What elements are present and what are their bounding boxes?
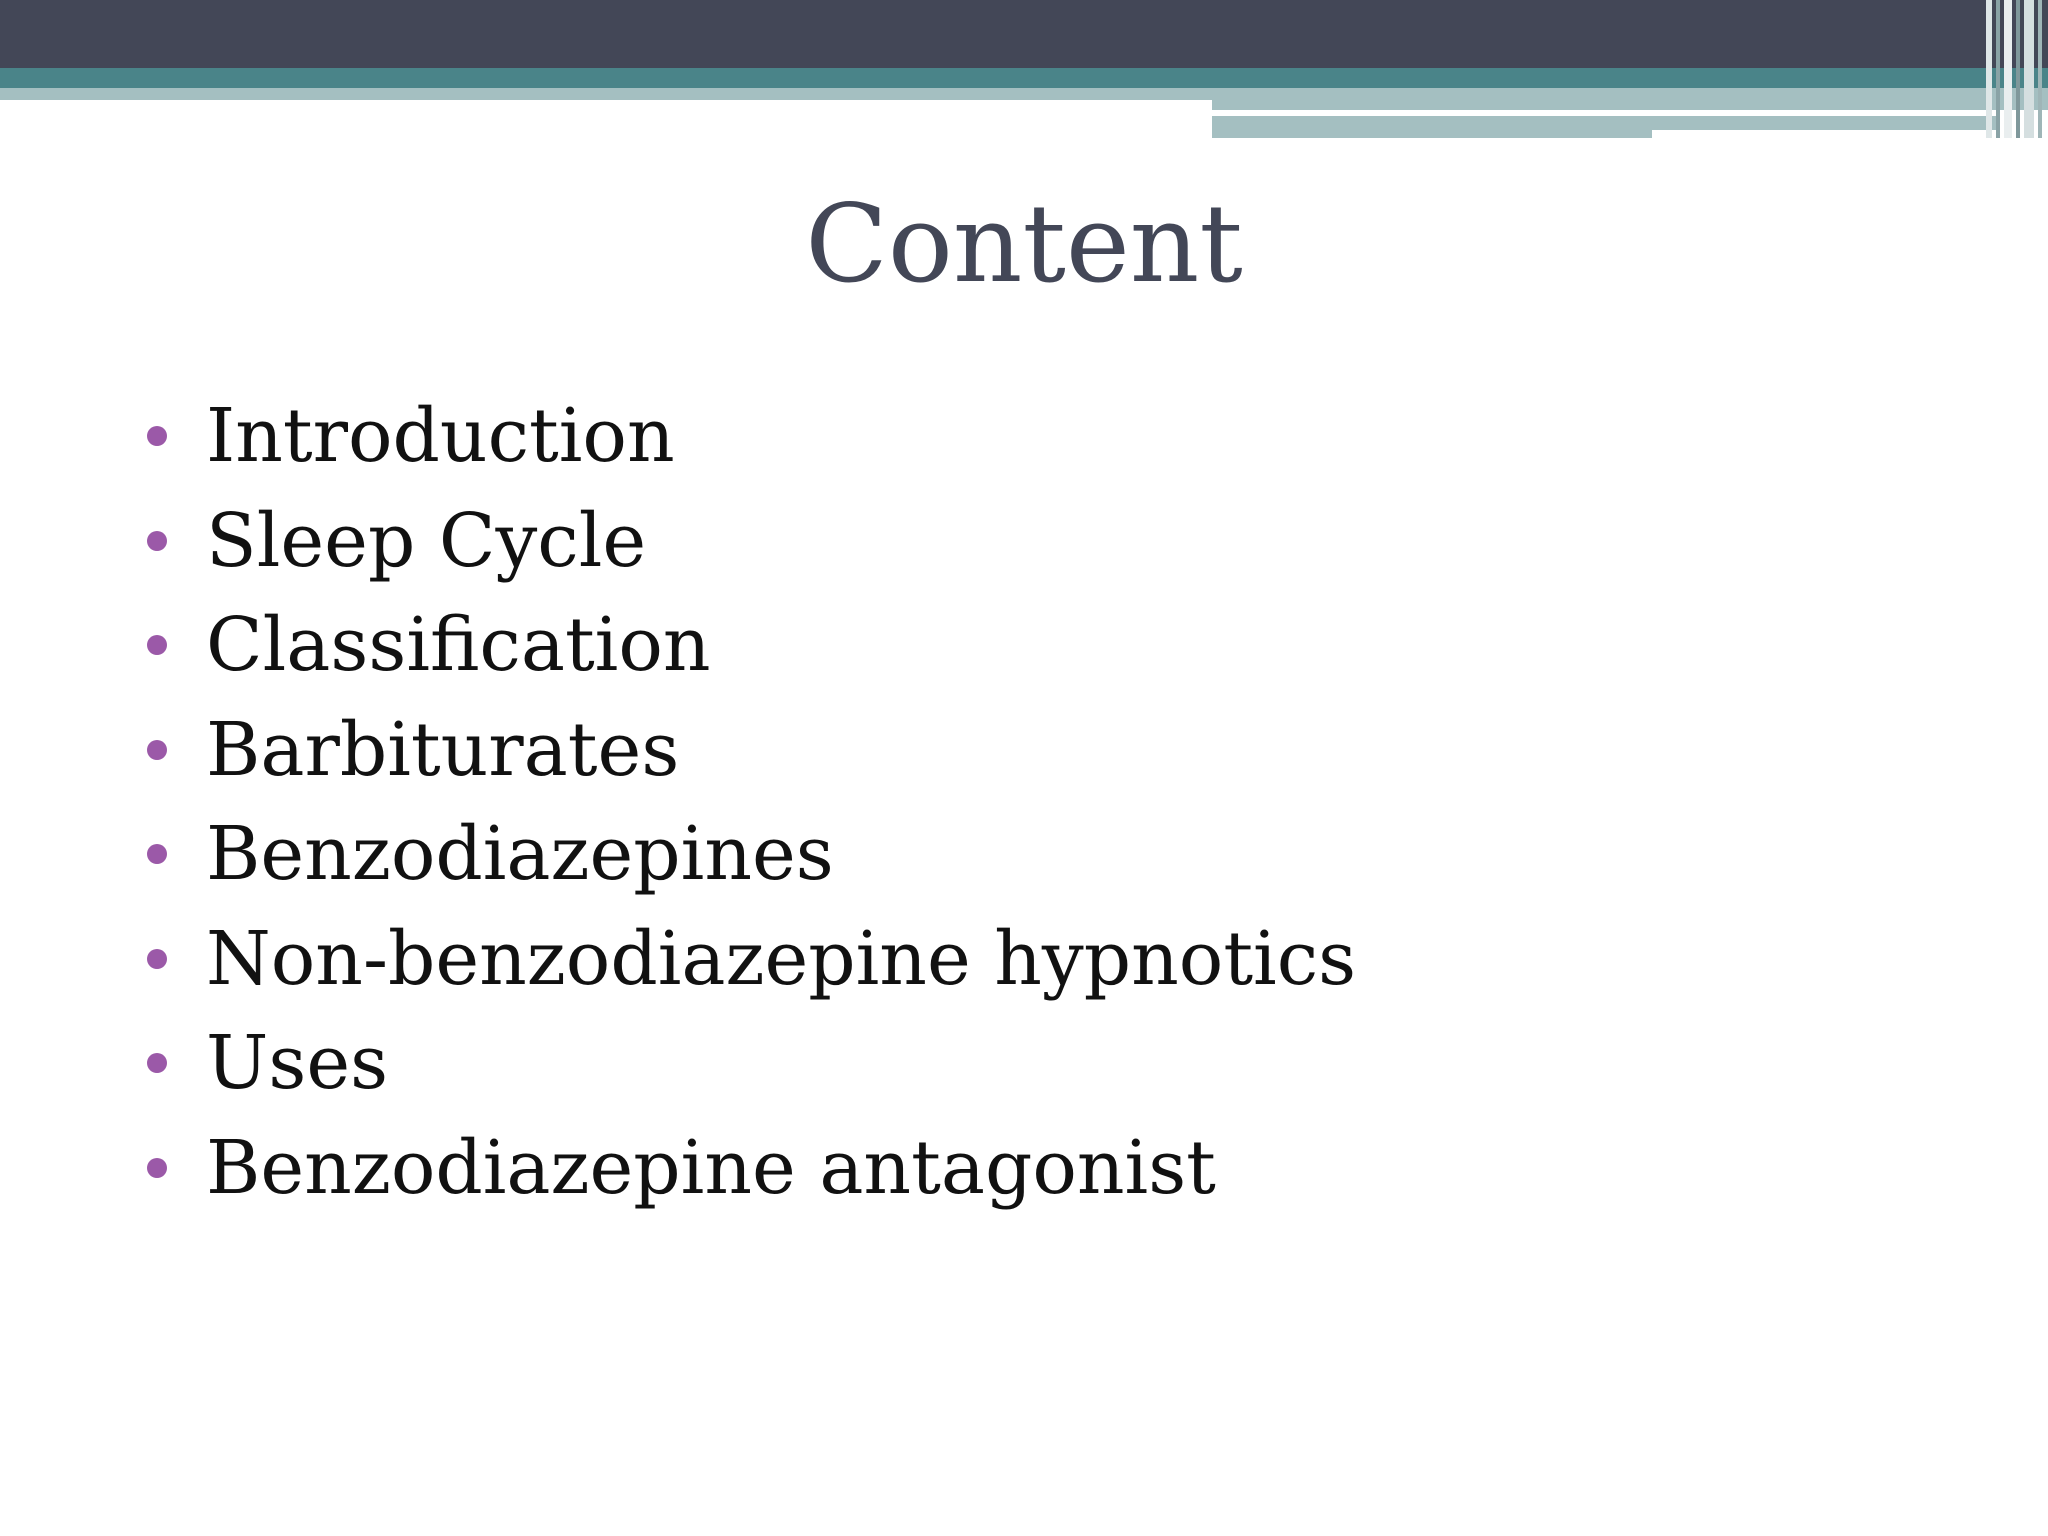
bullet-text: Benzodiazepines	[206, 811, 834, 898]
bullet-dot-icon	[147, 426, 167, 446]
slide-title: Content	[805, 182, 1243, 307]
edge-stripe-6	[2038, 0, 2042, 138]
bullet-text: Classification	[206, 602, 711, 689]
bullet-list	[147, 384, 1356, 1220]
bullet-text: Uses	[206, 1020, 389, 1107]
bullet-text: Introduction	[206, 393, 675, 480]
header-band-teal	[0, 68, 2048, 88]
bullet-text: Non-benzodiazepine hypnotics	[206, 915, 1357, 1002]
header-band-light-left	[0, 88, 1212, 100]
bullet-text: Sleep Cycle	[206, 497, 647, 584]
edge-stripe-5	[2024, 0, 2034, 138]
header-band-dark	[0, 0, 2048, 68]
bullet-text: Barbiturates	[206, 706, 680, 793]
header-band-light-right	[1212, 88, 2048, 110]
edge-stripe-4	[2016, 0, 2020, 138]
list-item	[147, 489, 1356, 594]
list-item	[147, 1116, 1356, 1221]
edge-stripe-1	[1986, 0, 1992, 138]
bullet-dot-icon	[147, 949, 167, 969]
bullet-dot-icon	[147, 1053, 167, 1073]
edge-stripe-3	[2004, 0, 2012, 138]
bullet-text: Benzodiazepine antagonist	[206, 1124, 1216, 1211]
list-item	[147, 802, 1356, 907]
bullet-dot-icon	[147, 531, 167, 551]
list-item	[147, 698, 1356, 803]
list-item	[147, 1011, 1356, 1116]
list-item	[147, 593, 1356, 698]
bullet-dot-icon	[147, 635, 167, 655]
header-band-light-step	[1212, 116, 1652, 138]
list-item	[147, 907, 1356, 1012]
list-item	[147, 384, 1356, 489]
bullet-dot-icon	[147, 844, 167, 864]
bullet-dot-icon	[147, 1158, 167, 1178]
bullet-dot-icon	[147, 740, 167, 760]
edge-stripe-2	[1996, 0, 2000, 138]
header-band-light-step-2	[1652, 116, 1996, 130]
